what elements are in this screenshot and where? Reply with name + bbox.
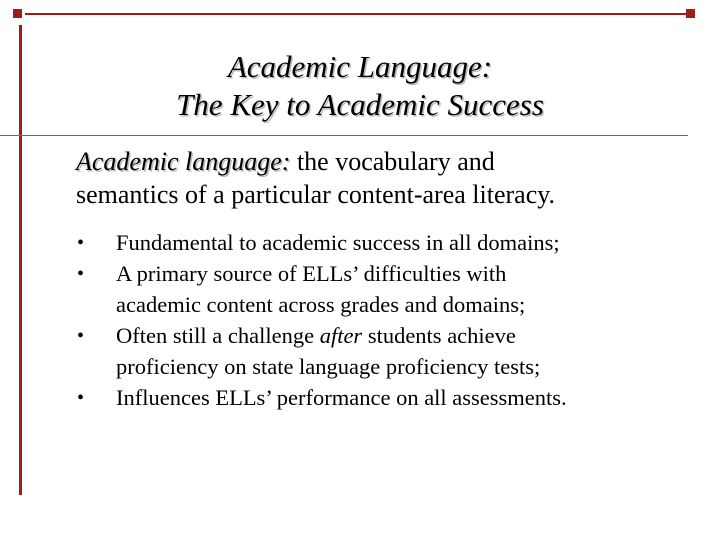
slide-title [60, 48, 660, 124]
top-accent-bar [25, 13, 688, 15]
bullet-dot-icon: • [77, 325, 85, 347]
bullet-item-academic-success [76, 227, 706, 258]
bullet-3-line-2: proficiency on state language proficiency tests; [116, 354, 541, 379]
definition-text-start: the vocabulary and [290, 147, 495, 176]
bullet-item-assessments [76, 382, 706, 413]
definition-line-2: semantics of a particular content-area literacy. [76, 180, 556, 209]
bullet-dot-icon: • [77, 232, 85, 254]
bullet-4-line-1: Influences ELLs’ performance on all assessments. [116, 385, 567, 410]
bullet-dot-icon: • [77, 263, 85, 285]
bullet-item-still-a-challenge [76, 320, 706, 382]
bullet-3-line-1 [116, 320, 706, 351]
bullet-1-line-1: Fundamental to academic success in all domains; [116, 230, 560, 255]
bullet-list [76, 227, 706, 413]
title-line-2: The Key to Academic Success [176, 87, 544, 122]
bullet-3-text-after: students achieve [362, 323, 516, 348]
definition-term: Academic language: [76, 147, 291, 176]
bullet-3-emphasis: after [319, 323, 363, 348]
bullet-3-text-before: Often still a challenge [116, 323, 320, 348]
left-accent-bar [19, 25, 22, 495]
bullet-dot-icon: • [77, 387, 85, 409]
bullet-2-line-1: A primary source of ELLs’ difficulties with [116, 261, 507, 286]
definition-line-1 [76, 145, 696, 178]
bullet-item-ell-difficulties [76, 258, 706, 320]
top-left-accent-square [13, 9, 22, 18]
title-line-1: Academic Language: [227, 49, 493, 84]
bullet-2-line-2: academic content across grades and domains; [116, 292, 526, 317]
title-divider [0, 135, 688, 136]
definition-paragraph [76, 145, 696, 211]
